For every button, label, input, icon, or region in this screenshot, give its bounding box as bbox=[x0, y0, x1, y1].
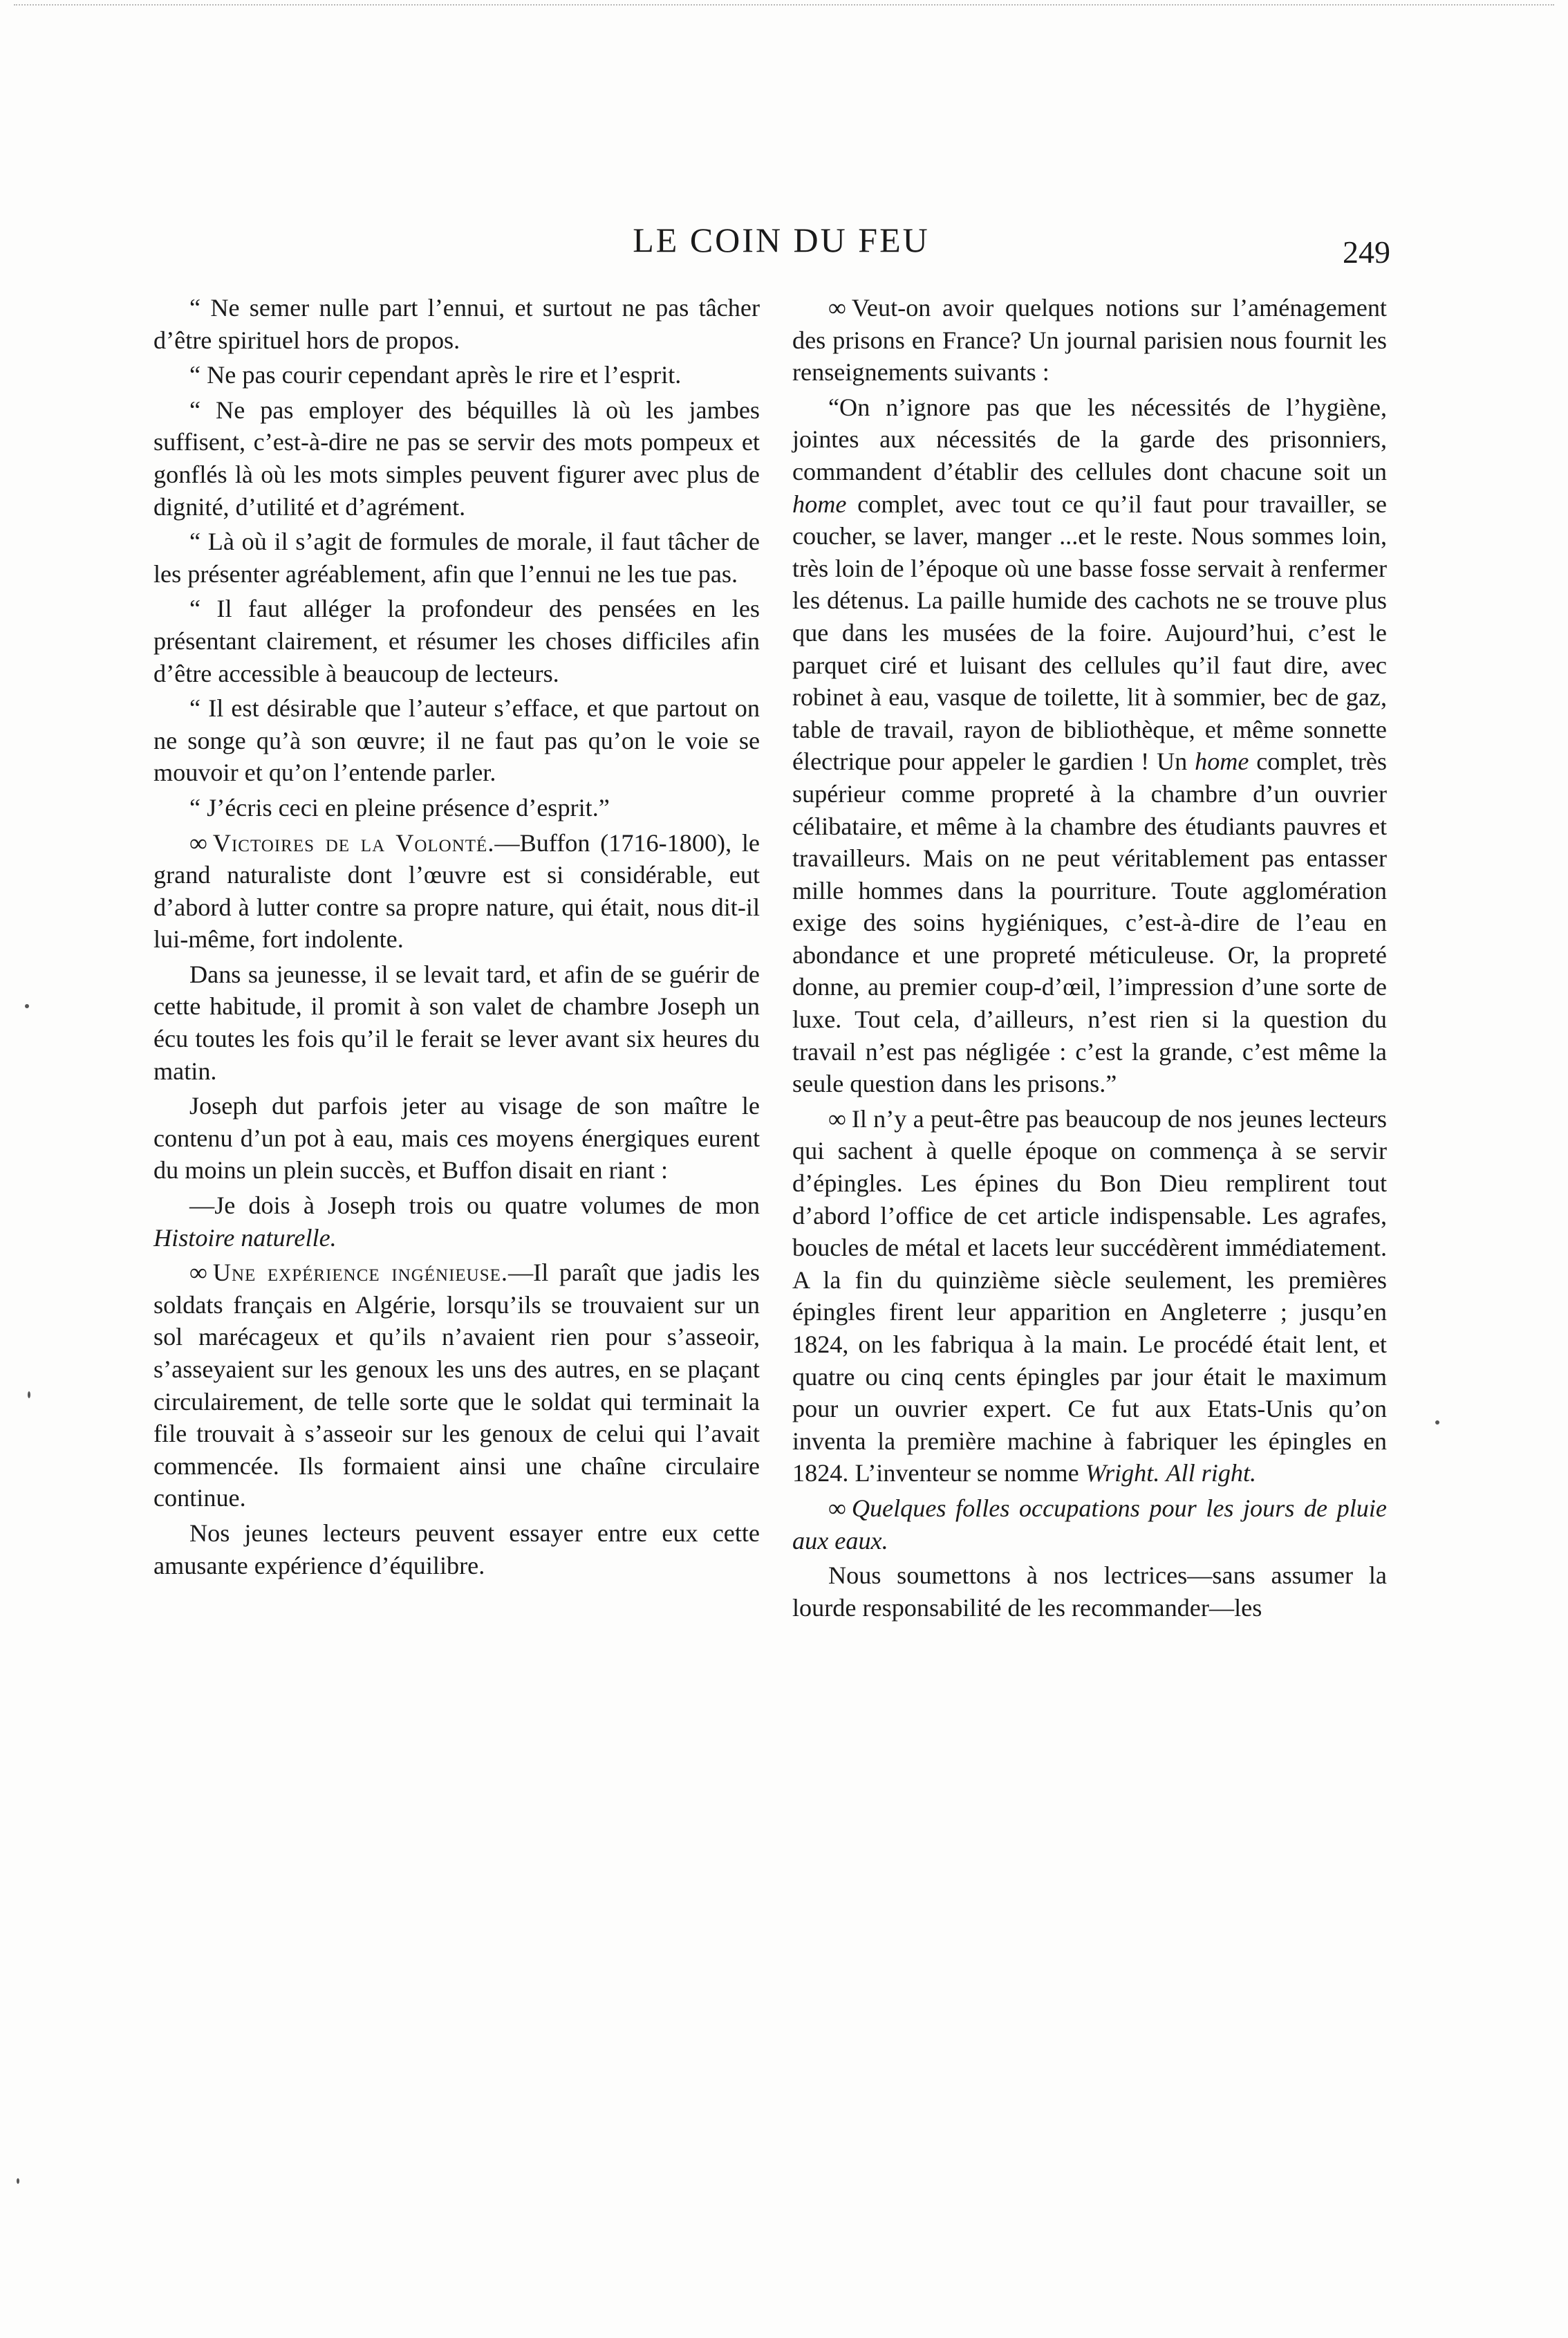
italic-word: home bbox=[1195, 748, 1249, 776]
paragraph: “ Il faut alléger la profondeur des pensées en les présentant clairement, et résumer les choses difficiles afin d’être accessible à beaucoup de lecteurs. bbox=[153, 595, 760, 687]
section-body: Veut-on avoir quelques notions sur l’aménagement des prisons en France? Un journal parisien nous fournit les renseignements suivants : bbox=[792, 294, 1387, 387]
section-body: —Il paraît que jadis les soldats français en Algérie, lorsqu’ils se trouvaient sur un sol marécageux et qu’ils n’avaient rien pour s’asseoir, s’asseyaient sur les genoux les uns des autres, en se plaçant circulairement, de telle sorte que le soldat qui terminait la file trouvait à s’asseoir sur les genoux de celui qui l’avait commencée. Ils formaient ainsi une chaîne circulaire continue. bbox=[153, 1259, 760, 1512]
section-paragraph bbox=[792, 292, 1387, 389]
scan-speck bbox=[17, 2178, 19, 2184]
running-header-title: LE COIN DU FEU bbox=[633, 221, 930, 259]
italic-word: All right. bbox=[1166, 1459, 1257, 1487]
paragraph: Nous soumettons à nos lectrices—sans assumer la lourde responsabilité de les recommander—les bbox=[792, 1561, 1387, 1622]
section-ornament-icon: ∞ bbox=[828, 1104, 846, 1133]
italic-word: home bbox=[792, 490, 847, 518]
section-paragraph bbox=[792, 1103, 1387, 1490]
section-heading: Victoires de la Volonté. bbox=[212, 828, 495, 857]
quote-text: complet, très supérieur comme propreté à la chambre d’un ouvrier célibataire, et même à la chambre des étudiants pauvres et travailleurs. Mais on ne peut véritablement pas entasser mille hommes dans la pourriture. Toute agglomération exige des soins hygiéniques, c’est-à-dire de l’eau en abondance et une propreté méticuleuse. Or, la propreté donne, au premier coup-d’œil, l’impression d’une sorte de luxe. Tout cela, d’ailleurs, n’est rien si la question du travail n’est pas négligée : c’est la grande, c’est même la seule question dans les prisons.” bbox=[792, 748, 1387, 1098]
quote-text: complet, avec tout ce qu’il faut pour travailler, se coucher, se laver, manger ...et le reste. Nous sommes loin, très loin de l’époque où une basse fosse servait à renfermer les détenus. La paille humide des cachots ne se trouve plus que dans les musées de la foire. Aujourd’hui, c’est le parquet ciré et luisant des cellules qu’il faut dire, avec robinet à eau, vasque de toilette, lit à sommier, bec de gaz, table de travail, rayon de bibliothèque, et même sonnette électrique pour appeler le gardien ! Un bbox=[792, 490, 1387, 776]
section-ornament-icon: ∞ bbox=[828, 294, 846, 322]
right-column bbox=[792, 292, 1387, 1626]
quote-text: “On n’ignore pas que les nécessités de l’hygiène, jointes aux nécessités de la garde des prisonniers, commandent d’établir des cellules dont chacune soit un bbox=[792, 393, 1387, 485]
section-ornament-icon: ∞ bbox=[189, 1259, 207, 1287]
section-heading: Une expérience ingénieuse. bbox=[212, 1259, 508, 1287]
page-number: 249 bbox=[1343, 234, 1390, 270]
italic-word: Wright. bbox=[1085, 1459, 1160, 1487]
paragraph: “ Ne pas employer des béquilles là où les jambes suffisent, c’est-à-dire ne pas se servir des mots pompeux et gonflés là où les mots simples peuvent figurer avec plus de dignité, d’utilité et d’agrément. bbox=[153, 396, 760, 521]
paragraph: “ Ne pas courir cependant après le rire et l’esprit. bbox=[189, 361, 682, 389]
paragraph bbox=[153, 1189, 760, 1254]
scan-speck bbox=[25, 1004, 29, 1008]
section-heading: Quelques folles occupations pour les jours de pluie aux eaux. bbox=[792, 1494, 1387, 1555]
paragraph: Joseph dut parfois jeter au visage de son maître le contenu d’un pot à eau, mais ces moyens énergiques eurent du moins un plein succès, et Buffon disait en riant : bbox=[153, 1092, 760, 1185]
paragraph: “ Ne semer nulle part l’ennui, et surtout ne pas tâcher d’être spirituel hors de propos. bbox=[153, 294, 760, 354]
quote-text: —Je dois à Joseph trois ou quatre volumes de mon bbox=[189, 1191, 760, 1220]
paragraph: “ Là où il s’agit de formules de morale, il faut tâcher de les présenter agréablement, afin que l’ennui ne les tue pas. bbox=[153, 528, 760, 588]
section-body: —Buffon (1716-1800), le grand naturaliste dont l’œuvre est si considérable, eut d’abord à lutter contre sa propre nature, qui était, nous dit-il lui-même, fort indolente. bbox=[153, 828, 760, 954]
section-paragraph bbox=[792, 1492, 1387, 1557]
paragraph: Nos jeunes lecteurs peuvent essayer entre eux cette amusante expérience d’équilibre. bbox=[153, 1519, 760, 1579]
section-paragraph bbox=[153, 827, 760, 956]
paragraph: Dans sa jeunesse, il se levait tard, et afin de se guérir de cette habitude, il promit à son valet de chambre Joseph un écu toutes les fois qu’il le ferait se lever avant six heures du matin. bbox=[153, 960, 760, 1085]
book-title: Histoire naturelle. bbox=[153, 1223, 337, 1252]
left-column bbox=[153, 292, 760, 1584]
scan-speck bbox=[28, 1391, 30, 1398]
paragraph bbox=[792, 391, 1387, 1100]
top-edge-rule bbox=[14, 4, 1554, 6]
paragraph: “ Il est désirable que l’auteur s’efface, et que partout on ne songe qu’à son œuvre; il ne faut pas qu’on le voie se mouvoir et qu’on l’entende parler. bbox=[153, 694, 760, 787]
section-ornament-icon: ∞ bbox=[828, 1494, 846, 1522]
section-body: Il n’y a peut-être pas beaucoup de nos jeunes lecteurs qui sachent à quelle époque on commença à se servir d’épingles. Les épines du Bon Dieu remplirent tout d’abord l’office de cet article indispensable. Les agrafes, boucles de métal et lacets leur succédèrent immédiatement. A la fin du quinzième siècle seulement, les premières épingles firent leur apparition en Angleterre ; jusqu’en 1824, on les fabriqua à la main. Le procédé était lent, et quatre ou cinq cents épingles par jour était le maximum pour un ouvrier expert. Ce fut aux Etats-Unis qu’on inventa la première machine à fabriquer les épingles en 1824. L’inventeur se nomme bbox=[792, 1104, 1387, 1487]
scan-speck bbox=[1435, 1420, 1439, 1425]
section-ornament-icon: ∞ bbox=[189, 828, 207, 857]
section-paragraph bbox=[153, 1256, 760, 1514]
paragraph: “ J’écris ceci en pleine présence d’esprit.” bbox=[189, 793, 610, 822]
